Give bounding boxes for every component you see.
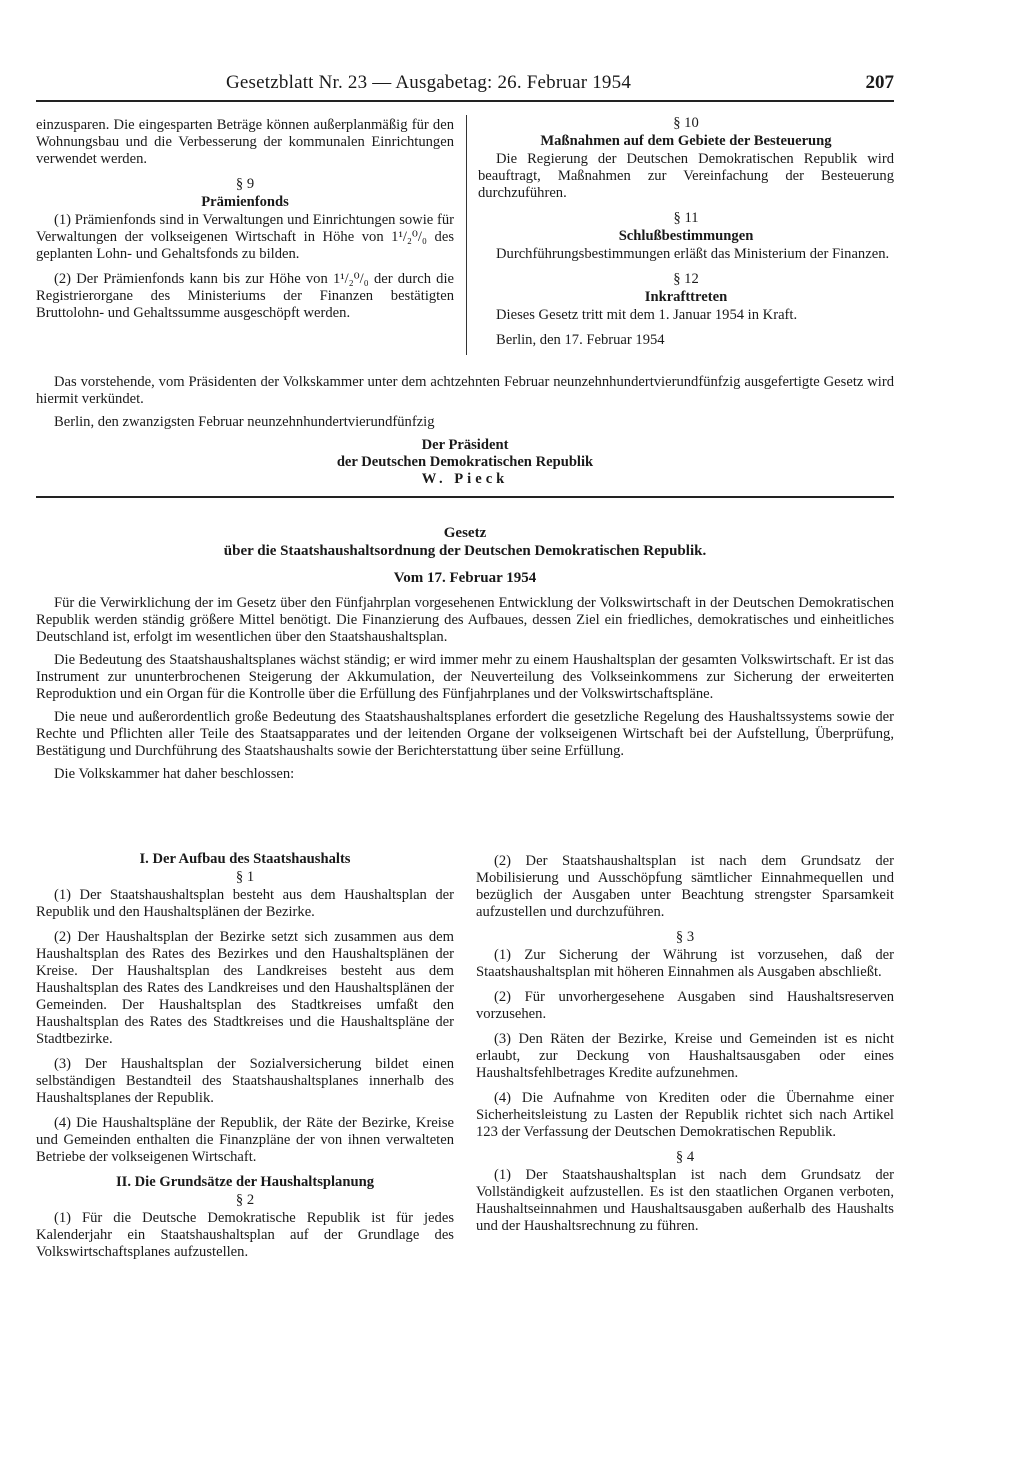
promulgation-place: Berlin, den zwanzigsten Februar neunzehnhundertvierundfünfzig — [54, 414, 435, 430]
signature-line-1: Der Präsident — [421, 437, 509, 453]
paragraph: (4) Die Haushaltspläne der Republik, der Räte der Bezirke, Kreise und Gemeinden enthalten die Finanzpläne der von ihnen verwalteten Betriebe der volkseigenen Wirtschaft. — [36, 1115, 454, 1165]
section-title: Schlußbestimmungen — [618, 228, 754, 244]
paragraph: Durchführungsbestimmungen erläßt das Ministerium der Finanzen. — [496, 246, 890, 262]
promulgation-block — [36, 374, 894, 488]
bottom-left-column — [36, 851, 454, 1269]
paragraph: (4) Die Aufnahme von Krediten oder die Übernahme einer Sicherheitsleistung zu Lasten der Republik richtet sich nach Artikel 123 der Verfassung der Deutschen Demokratischen Republik. — [476, 1090, 894, 1140]
bottom-right-column — [476, 853, 894, 1243]
paragraph: Dieses Gesetz tritt mit dem 1. Januar 1954 in Kraft. — [496, 307, 798, 323]
preamble-paragraph: Die Bedeutung des Staatshaushaltsplanes wächst ständig; er wird immer mehr zu einem Haushaltsplan der gesamten Volkswirtschaft. Er ist das Instrument zur ununterbrochenen Steigerung der Akkumulation, der Neuverteilung des Volkseinkommens zur Sicherung der erweiterten Reproduktion und ein Organ für die Kontrolle über die Erfüllung des Fünfjahrplanes und der Volkswirtschaftspläne. — [36, 652, 894, 702]
paragraph: (1) Der Staatshaushaltsplan ist nach dem Grundsatz der Vollständigkeit aufzustellen. Es ist den staatlichen Organen verboten, Haushaltseinnahmen und Haushaltsausgaben außerhalb des Haushalts und der Haushaltsrechnung zu führen. — [476, 1167, 894, 1234]
paragraph: (2) Der Staatshaushaltsplan ist nach dem Grundsatz der Mobilisierung und Ausschöpfung sämtlicher Einnahmequellen und bezüglich der Ausgaben unter Beachtung strengster Sparsamkeit aufzustellen und durchzuführen. — [476, 853, 894, 920]
top-left-column — [36, 117, 454, 330]
paragraph: Die Regierung der Deutschen Demokratischen Republik wird beauftragt, Maßnahmen zur Vereinfachung der Besteuerung durchzuführen. — [478, 151, 894, 201]
preamble-paragraph: Die neue und außerordentlich große Bedeutung des Staatshaushaltsplanes erfordert die gesetzliche Regelung des Haushaltssystems sowie der Rechte und Pflichten aller Teile des Staatsapparates und der leitenden Organe der volkseigenen Wirtschaft bei der Aufstellung, Überprüfung, Bestätigung und Durchführung des Staatshaushalts sowie der Berichterstattung über seine Erfüllung. — [36, 709, 894, 759]
section-number: § 9 — [235, 176, 255, 192]
paragraph: (1) Für die Deutsche Demokratische Republik ist für jedes Kalenderjahr ein Staatshaushaltsplan auf der Grundlage des Volkswirtschaftsplanes aufzustellen. — [36, 1210, 454, 1260]
chapter-heading: II. Die Grundsätze der Haushaltsplanung — [115, 1174, 374, 1190]
signature-line-2: der Deutschen Demokratischen Republik — [336, 454, 594, 470]
section-number: § 3 — [675, 929, 695, 945]
paragraph: (1) Zur Sicherung der Währung ist vorzusehen, daß der Staatshaushaltsplan mit höheren Einnahmen als Ausgaben abschließt. — [476, 947, 894, 980]
page-header — [36, 72, 894, 102]
section-number: § 4 — [675, 1149, 695, 1165]
section-number: § 12 — [673, 271, 699, 287]
paragraph: (3) Den Räten der Bezirke, Kreise und Gemeinden ist es nicht erlaubt, zur Deckung von Haushaltsausgaben oder eines Haushaltsfehlbetrages Kredite aufzunehmen. — [476, 1031, 894, 1081]
preamble-paragraph: Die Volkskammer hat daher beschlossen: — [54, 766, 295, 782]
section-title: Prämienfonds — [201, 194, 289, 210]
section-title: Inkrafttreten — [644, 289, 728, 305]
law-date: Vom 17. Februar 1954 — [393, 570, 537, 586]
header-title: Gesetzblatt Nr. 23 — Ausgabetag: 26. Februar 1954 — [226, 72, 632, 93]
signature-name: W. Pieck — [421, 471, 509, 487]
section-number: § 2 — [235, 1192, 255, 1208]
preamble-paragraph: Für die Verwirklichung der im Gesetz über den Fünfjahrplan vorgesehenen Entwicklung der Volkswirtschaft in der Deutschen Demokratischen Republik werden ständig größere Mittel benötigt. Die Finanzierung des Aufbaues, dessen Ziel ein friedliches, demokratisches und einheitliches Deutschland ist, erfolgt im wesentlichen über den Staatshaushaltsplan. — [36, 595, 894, 645]
section-number: § 10 — [673, 115, 699, 131]
section-number: § 11 — [673, 210, 699, 226]
page-number: 207 — [865, 72, 894, 93]
paragraph: (2) Für unvorhergesehene Ausgaben sind Haushaltsreserven vorzusehen. — [476, 989, 894, 1022]
paragraph: (2) Der Prämienfonds kann bis zur Höhe von 1¹/₂⁰/₀ der durch die Registrierorgane des Ministeriums der Finanzen bestätigten Bruttolohn- und Gehaltssumme ausgeschöpft werden. — [36, 271, 454, 321]
paragraph: (3) Der Haushaltsplan der Sozialversicherung bildet einen selbständigen Bestandteil des Staatshaushaltsplanes innerhalb des Haushaltsplanes der Republik. — [36, 1056, 454, 1106]
column-divider — [466, 115, 467, 355]
section-title: Maßnahmen auf dem Gebiete der Besteuerung — [540, 133, 832, 149]
law-block — [36, 524, 894, 789]
top-right-column — [478, 115, 894, 357]
paragraph: (1) Prämienfonds sind in Verwaltungen und Einrichtungen sowie für Verwaltungen der volkseigenen Wirtschaft in Höhe von 1¹/₂⁰/₀ des geplanten Lohn- und Gehaltsfonds zu bilden. — [36, 212, 454, 262]
law-subtitle: über die Staatshaushaltsordnung der Deutschen Demokratischen Republik. — [223, 543, 707, 559]
section-number: § 1 — [235, 869, 255, 885]
paragraph: (1) Der Staatshaushaltsplan besteht aus dem Haushaltsplan der Republik und den Haushaltsplänen der Bezirke. — [36, 887, 454, 920]
promulgation-text: Das vorstehende, vom Präsidenten der Volkskammer unter dem achtzehnten Februar neunzehnhundertvierundfünfzig ausgefertigte Gesetz wird hiermit verkündet. — [36, 374, 894, 407]
paragraph: (2) Der Haushaltsplan der Bezirke setzt sich zusammen aus dem Haushaltsplan des Rates des Bezirkes und den Haushaltsplänen der Kreise. Der Haushaltsplan des Landkreises besteht aus dem Haushaltsplan des Rates des Landkreises und den Haushaltsplänen der Gemeinden. Der Haushaltsplan des Stadtkreises umfaßt den Haushaltsplan des Rates des Stadtkreises und die Haushaltspläne der Stadtbezirke. — [36, 929, 454, 1047]
chapter-heading: I. Der Aufbau des Staatshaushalts — [139, 851, 351, 867]
place-date: Berlin, den 17. Februar 1954 — [496, 332, 665, 348]
paragraph: einzusparen. Die eingesparten Beträge können außerplanmäßig für den Wohnungsbau und die Verbesserung der kommunalen Einrichtungen verwendet werden. — [36, 117, 454, 167]
law-title: Gesetz — [443, 525, 487, 541]
separator-rule — [36, 496, 894, 498]
